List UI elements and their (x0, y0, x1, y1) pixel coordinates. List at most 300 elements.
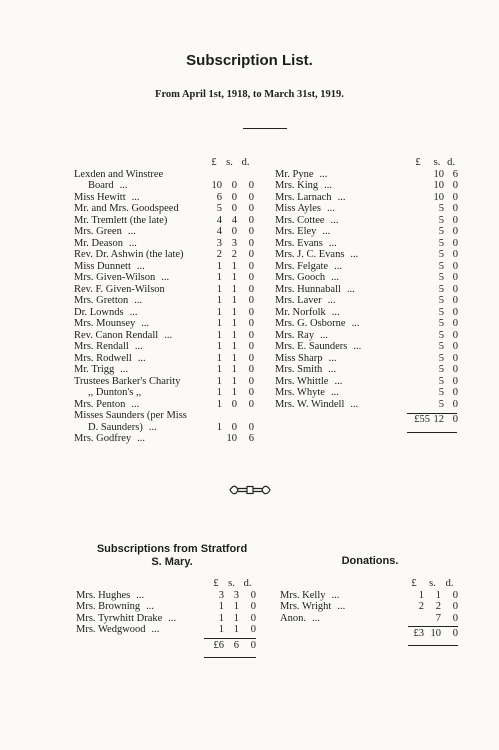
stratford-table (76, 578, 256, 651)
subscriber-name: Rev. Canon Rendall (74, 329, 159, 341)
subscriber-cell (74, 226, 206, 238)
table-row (74, 330, 254, 342)
amount-pounds (206, 410, 222, 422)
subscriber-cell (275, 399, 406, 411)
amount-shillings: 1 (231, 364, 237, 375)
table-row (275, 341, 458, 353)
amount-shillings: 1 (231, 306, 237, 318)
table-row (74, 364, 254, 376)
subscriber-cell (74, 215, 206, 227)
leader-dots: ... (151, 624, 160, 635)
pence-header: d. (243, 578, 252, 589)
amount-pounds (406, 238, 430, 250)
total-shillings: 10 (430, 628, 441, 639)
amount-shillings: 0 (231, 191, 237, 203)
amount-shillings: 3 (231, 237, 237, 249)
amount-pence (237, 169, 254, 181)
amount-shillings: 1 (231, 387, 237, 398)
subscriber-name: Mrs. Hughes (76, 589, 131, 601)
amount-shillings: 1 (435, 589, 441, 601)
table-row (275, 226, 458, 238)
amount-pounds (406, 215, 430, 227)
leader-dots: ... (331, 272, 340, 283)
table-row (74, 433, 254, 445)
subscriber-cell (275, 169, 406, 181)
amount-pounds (406, 318, 430, 330)
table-row (74, 272, 254, 284)
subscriber-cell (275, 295, 406, 307)
amount-shillings: 0 (231, 398, 237, 410)
amount-pounds: 1 (216, 260, 222, 272)
amount-pounds: 1 (216, 387, 222, 398)
table-row (76, 601, 256, 613)
pounds-header: £ (415, 157, 421, 168)
amount-shillings: 1 (233, 624, 239, 635)
leader-dots: ... (311, 612, 320, 624)
amount-shillings: 0 (231, 180, 237, 191)
header-spacer (280, 578, 404, 590)
amount-pounds (406, 180, 430, 192)
amount-pence: 0 (452, 387, 458, 398)
subscriber-name: Mr. Trigg (74, 364, 115, 375)
leader-dots: ... (131, 191, 140, 203)
subscriber-name: Mrs. Green (74, 226, 122, 237)
amount-pounds: 10 (211, 180, 222, 191)
amount-shillings: 10 (433, 180, 444, 191)
amount-pence: 0 (250, 601, 256, 612)
currency-header-row (74, 157, 254, 169)
stratford-total-rule-bottom (204, 657, 256, 658)
subscriber-cell (275, 318, 406, 330)
subscriber-cell (74, 330, 206, 342)
subscriber-cell (74, 284, 206, 296)
subscriber-name: Mrs. Whyte (275, 387, 325, 398)
table-row (76, 590, 256, 602)
amount-pence: 0 (452, 306, 458, 318)
subscriber-name: Miss Sharp (275, 352, 323, 364)
amount-pence: 0 (452, 612, 458, 624)
table-row (275, 249, 458, 261)
leader-dots: ... (136, 589, 145, 601)
amount-pounds (206, 433, 222, 445)
amount-shillings: 10 (226, 433, 237, 444)
amount-pence: 6 (248, 433, 254, 444)
amount-pounds: 5 (216, 203, 222, 214)
subscriber-name: Miss Ayles (275, 203, 322, 214)
amount-pence: 0 (452, 272, 458, 283)
subscriber-name: Mrs. Eley (275, 226, 317, 237)
table-row (275, 399, 458, 411)
leader-dots: ... (129, 237, 137, 249)
subscriber-cell (275, 215, 406, 227)
amount-shillings: 5 (438, 203, 444, 214)
subscription-table-right (275, 157, 458, 426)
amount-pounds: 4 (216, 214, 222, 226)
subscriber-cell (74, 318, 206, 330)
subscriber-name: Miss Hewitt (74, 191, 126, 203)
subscriber-name: Mr. Tremlett (the late) (74, 214, 168, 226)
amount-pence: 0 (452, 283, 458, 295)
amount-pence: 0 (248, 375, 254, 387)
shillings-header: s. (433, 157, 441, 168)
amount-shillings: 1 (231, 283, 237, 295)
amount-shillings: 0 (231, 203, 237, 214)
amount-pence: 0 (452, 601, 458, 612)
subscriber-name: Board (88, 180, 114, 191)
subscriber-name: Miss Dunnett (74, 260, 131, 272)
subscriber-cell (280, 590, 404, 602)
pence-header: d. (445, 578, 454, 589)
table-row (74, 215, 254, 227)
table-row (275, 318, 458, 330)
table-row (275, 307, 458, 319)
amount-shillings: 4 (231, 214, 237, 226)
donations-total-rule-top (408, 626, 458, 627)
amount-pounds: 1 (218, 624, 224, 635)
amount-pence: 0 (248, 341, 254, 352)
pence-header: d. (447, 157, 455, 168)
subscriber-name: Mrs. Felgate (275, 260, 329, 272)
subscriber-name: Mrs. Rendall (74, 341, 129, 352)
amount-shillings: 0 (231, 226, 237, 237)
subscriber-cell (275, 387, 406, 399)
subscriber-name: Mrs. Gooch (275, 272, 326, 283)
amount-shillings (222, 410, 237, 422)
amount-pence: 0 (248, 214, 254, 226)
table-row (275, 284, 458, 296)
amount-pence: 0 (248, 283, 254, 295)
amount-shillings: 2 (231, 249, 237, 260)
subscriber-name: Rev. Dr. Ashwin (the late) (74, 249, 184, 260)
pounds-header: £ (213, 578, 219, 589)
amount-pence: 0 (248, 421, 254, 433)
table-row (275, 376, 458, 388)
subscriber-cell (275, 226, 406, 238)
amount-pounds (406, 399, 430, 411)
amount-pounds: 1 (216, 364, 222, 375)
subscription-table-left (74, 157, 254, 445)
subscriber-cell (76, 613, 208, 625)
leader-dots: ... (353, 341, 362, 352)
amount-pounds (206, 169, 222, 181)
table-row (275, 353, 458, 365)
subscriber-cell (280, 601, 404, 613)
subscriber-cell (275, 330, 406, 342)
subscriber-name: Mrs. G. Osborne (275, 318, 346, 329)
amount-shillings: 5 (438, 214, 444, 226)
amount-shillings: 5 (438, 306, 444, 318)
amount-pence: 0 (452, 214, 458, 226)
subscriber-name: Misses Saunders (per Miss (74, 410, 187, 421)
subscriber-name: Mrs. Rodwell (74, 352, 132, 364)
main-total-rule-bottom (407, 432, 457, 433)
table-row (74, 422, 254, 434)
amount-pence: 0 (248, 260, 254, 272)
leader-dots: ... (337, 191, 346, 203)
leader-dots: ... (351, 318, 360, 329)
table-row (275, 180, 458, 192)
subscriber-cell (74, 192, 206, 204)
subscriber-name: Mrs. Kelly (280, 589, 326, 601)
subscriber-name: Mrs. Evans (275, 237, 323, 249)
table-row (74, 295, 254, 307)
table-row (275, 215, 458, 227)
subscriber-name: Mrs. Given-Wilson (74, 272, 156, 283)
amount-pence: 0 (248, 191, 254, 203)
total-spacer (275, 410, 406, 426)
pence-header: d. (241, 157, 250, 168)
table-row (275, 238, 458, 250)
amount-pounds (406, 341, 430, 353)
amount-shillings: 1 (233, 601, 239, 612)
subscriber-name: Mrs. Godfrey (74, 433, 132, 444)
amount-pounds: 1 (216, 341, 222, 352)
subscriber-name: Dr. Lownds (74, 306, 124, 318)
subscriber-name: Mrs. J. C. Evans (275, 249, 345, 260)
table-row (74, 238, 254, 250)
leader-dots: ... (331, 589, 340, 601)
amount-shillings: 1 (231, 295, 237, 306)
leader-dots: ... (120, 364, 129, 375)
leader-dots: ... (136, 260, 145, 272)
subscriber-name: Mrs. Larnach (275, 191, 332, 203)
subscriber-name: ,, Dunton's ,, (88, 387, 142, 398)
leader-dots: ... (164, 329, 173, 341)
amount-pence: 0 (248, 203, 254, 214)
total-pence: 0 (452, 414, 458, 425)
subscriber-name: Mrs. Cottee (275, 214, 325, 226)
table-row (280, 601, 458, 613)
subscriber-cell (74, 353, 206, 365)
total-pence: 0 (250, 639, 256, 651)
amount-pounds (406, 364, 430, 376)
amount-shillings: 5 (438, 283, 444, 295)
subscriber-cell (74, 180, 206, 192)
table-row (74, 169, 254, 181)
table-row (74, 284, 254, 296)
amount-pence: 0 (248, 249, 254, 260)
leader-dots: ... (334, 260, 342, 272)
table-row (275, 330, 458, 342)
subscriber-cell (76, 624, 208, 636)
amount-pence: 0 (248, 180, 254, 191)
table-row (74, 261, 254, 273)
amount-pounds (406, 376, 430, 388)
amount-shillings: 1 (231, 352, 237, 364)
subscriber-cell (74, 387, 206, 399)
total-spacer (280, 624, 404, 640)
leader-dots: ... (350, 249, 359, 260)
amount-pence: 0 (452, 398, 458, 410)
subscriber-cell (74, 249, 206, 261)
total-pounds: £6 (213, 639, 224, 651)
subscriber-cell (275, 307, 406, 319)
subscriber-cell (74, 169, 206, 181)
table-row (74, 353, 254, 365)
header-spacer (76, 578, 208, 590)
amount-shillings: 5 (438, 398, 444, 410)
leader-dots: ... (148, 421, 157, 433)
amount-pence: 0 (452, 589, 458, 601)
table-row (74, 341, 254, 353)
subscriber-name: Mrs. Laver (275, 295, 322, 306)
leader-dots: ... (327, 295, 336, 306)
table-row (74, 387, 254, 399)
subscriber-cell (74, 364, 206, 376)
amount-pence: 0 (452, 191, 458, 203)
amount-shillings: 1 (231, 329, 237, 341)
subscriber-name: Mr. Pyne (275, 168, 314, 180)
amount-pence: 0 (452, 352, 458, 364)
amount-pounds: 1 (216, 283, 222, 295)
amount-shillings: 5 (438, 341, 444, 352)
amount-pounds: 1 (216, 306, 222, 318)
subscriber-cell (74, 307, 206, 319)
main-total-rule-top (407, 413, 457, 414)
amount-shillings: 1 (231, 318, 237, 329)
amount-pence: 0 (452, 364, 458, 375)
amount-shillings: 1 (231, 341, 237, 352)
leader-dots: ... (327, 203, 335, 214)
subscriber-name: Trustees Barker's Charity (74, 375, 181, 387)
table-row (74, 410, 254, 422)
amount-pounds (406, 295, 430, 307)
amount-pounds: 1 (216, 272, 222, 283)
leader-dots: ... (319, 168, 328, 180)
subscriber-cell (74, 203, 206, 215)
pounds-header: £ (211, 157, 217, 168)
amount-shillings: 1 (231, 260, 237, 272)
subscriber-name: Mrs. Ray (275, 329, 315, 341)
subscriber-cell (76, 601, 208, 613)
leader-dots: ... (328, 352, 337, 364)
subscriber-cell (74, 376, 206, 388)
amount-shillings: 1 (231, 272, 237, 283)
subscriber-name: Mrs. Tyrwhitt Drake (76, 612, 163, 624)
leader-dots: ... (141, 318, 150, 329)
subscriber-name: Mrs. Browning (76, 601, 141, 612)
total-pence: 0 (452, 628, 458, 639)
table-row (74, 203, 254, 215)
subscriber-name: D. Saunders) (88, 421, 143, 433)
subscriber-name: Mr. Norfolk (275, 306, 326, 318)
amount-shillings: 0 (231, 421, 237, 433)
amount-pounds: 6 (216, 191, 222, 203)
leader-dots: ... (328, 237, 337, 249)
subscriber-name: Mrs. Gretton (74, 295, 129, 306)
subscriber-name: Mrs. Smith (275, 364, 323, 375)
amount-shillings: 5 (438, 237, 444, 249)
subscriber-cell (74, 433, 206, 445)
subscriber-name: Mrs. E. Saunders (275, 341, 348, 352)
table-row (275, 272, 458, 284)
amount-shillings: 5 (438, 295, 444, 306)
amount-shillings: 5 (438, 249, 444, 260)
currency-header-row (280, 578, 458, 590)
amount-pence: 0 (452, 226, 458, 237)
title-rule (243, 128, 287, 129)
subscriber-cell (74, 261, 206, 273)
amount-pounds: 4 (216, 226, 222, 237)
leader-dots: ... (337, 601, 346, 612)
amount-pounds (406, 249, 430, 261)
amount-pence: 0 (250, 589, 256, 601)
table-row (275, 364, 458, 376)
amount-pounds: 3 (216, 237, 222, 249)
amount-pence: 0 (452, 180, 458, 191)
leader-dots: ... (168, 612, 177, 624)
amount-pounds: 1 (216, 329, 222, 341)
amount-pence: 0 (452, 295, 458, 306)
subscriber-cell (275, 261, 406, 273)
donations-table (280, 578, 458, 640)
amount-pounds (406, 192, 430, 204)
amount-pence: 6 (452, 168, 458, 180)
amount-pounds (406, 284, 430, 296)
amount-pence: 0 (452, 375, 458, 387)
subscriber-name: Mrs. Wedgwood (76, 624, 146, 635)
amount-pounds: 1 (216, 421, 222, 433)
amount-pence: 0 (248, 295, 254, 306)
page-subtitle: From April 1st, 1918, to March 31st, 1919. (155, 89, 344, 100)
amount-shillings: 5 (438, 364, 444, 375)
leader-dots: ... (137, 433, 146, 444)
amount-shillings (222, 169, 237, 181)
subscriber-cell (275, 180, 406, 192)
leader-dots: ... (346, 283, 355, 295)
subscriber-cell (74, 422, 206, 434)
stratford-total-rule-top (204, 638, 256, 639)
amount-pence: 0 (250, 612, 256, 624)
subscriber-name: Mr. and Mrs. Goodspeed (74, 203, 179, 214)
subscriber-cell (275, 376, 406, 388)
amount-pence: 0 (248, 306, 254, 318)
subscriber-cell (275, 249, 406, 261)
table-row (74, 192, 254, 204)
stratford-heading (76, 543, 268, 569)
subscriber-name: Mrs. Wright (280, 601, 332, 612)
amount-pounds: 1 (216, 352, 222, 364)
table-row (74, 307, 254, 319)
table-row (76, 613, 256, 625)
leader-dots: ... (129, 306, 138, 318)
currency-header-row (275, 157, 458, 169)
subscriber-name: Mrs. King (275, 180, 319, 191)
subscriber-name: Lexden and Winstree (74, 168, 164, 180)
amount-shillings: 5 (438, 387, 444, 398)
amount-pence: 0 (452, 237, 458, 249)
subscriber-name: Mrs. Mounsey (74, 318, 136, 329)
amount-pence: 0 (452, 318, 458, 329)
amount-pence: 0 (452, 260, 458, 272)
leader-dots: ... (330, 214, 339, 226)
amount-shillings: 5 (438, 272, 444, 283)
leader-dots: ... (137, 352, 146, 364)
table-row (74, 249, 254, 261)
subscriber-cell (275, 238, 406, 250)
amount-pounds: 3 (218, 589, 224, 601)
amount-pence: 0 (248, 237, 254, 249)
table-row (74, 180, 254, 192)
total-shillings: 12 (433, 414, 444, 425)
amount-pence: 0 (452, 329, 458, 341)
stratford-heading-line1: Subscriptions from Stratford (96, 543, 248, 555)
amount-shillings: 10 (433, 168, 444, 180)
amount-pounds (406, 307, 430, 319)
subscriber-cell (74, 295, 206, 307)
leader-dots: ... (330, 387, 339, 398)
leader-dots: ... (334, 375, 343, 387)
